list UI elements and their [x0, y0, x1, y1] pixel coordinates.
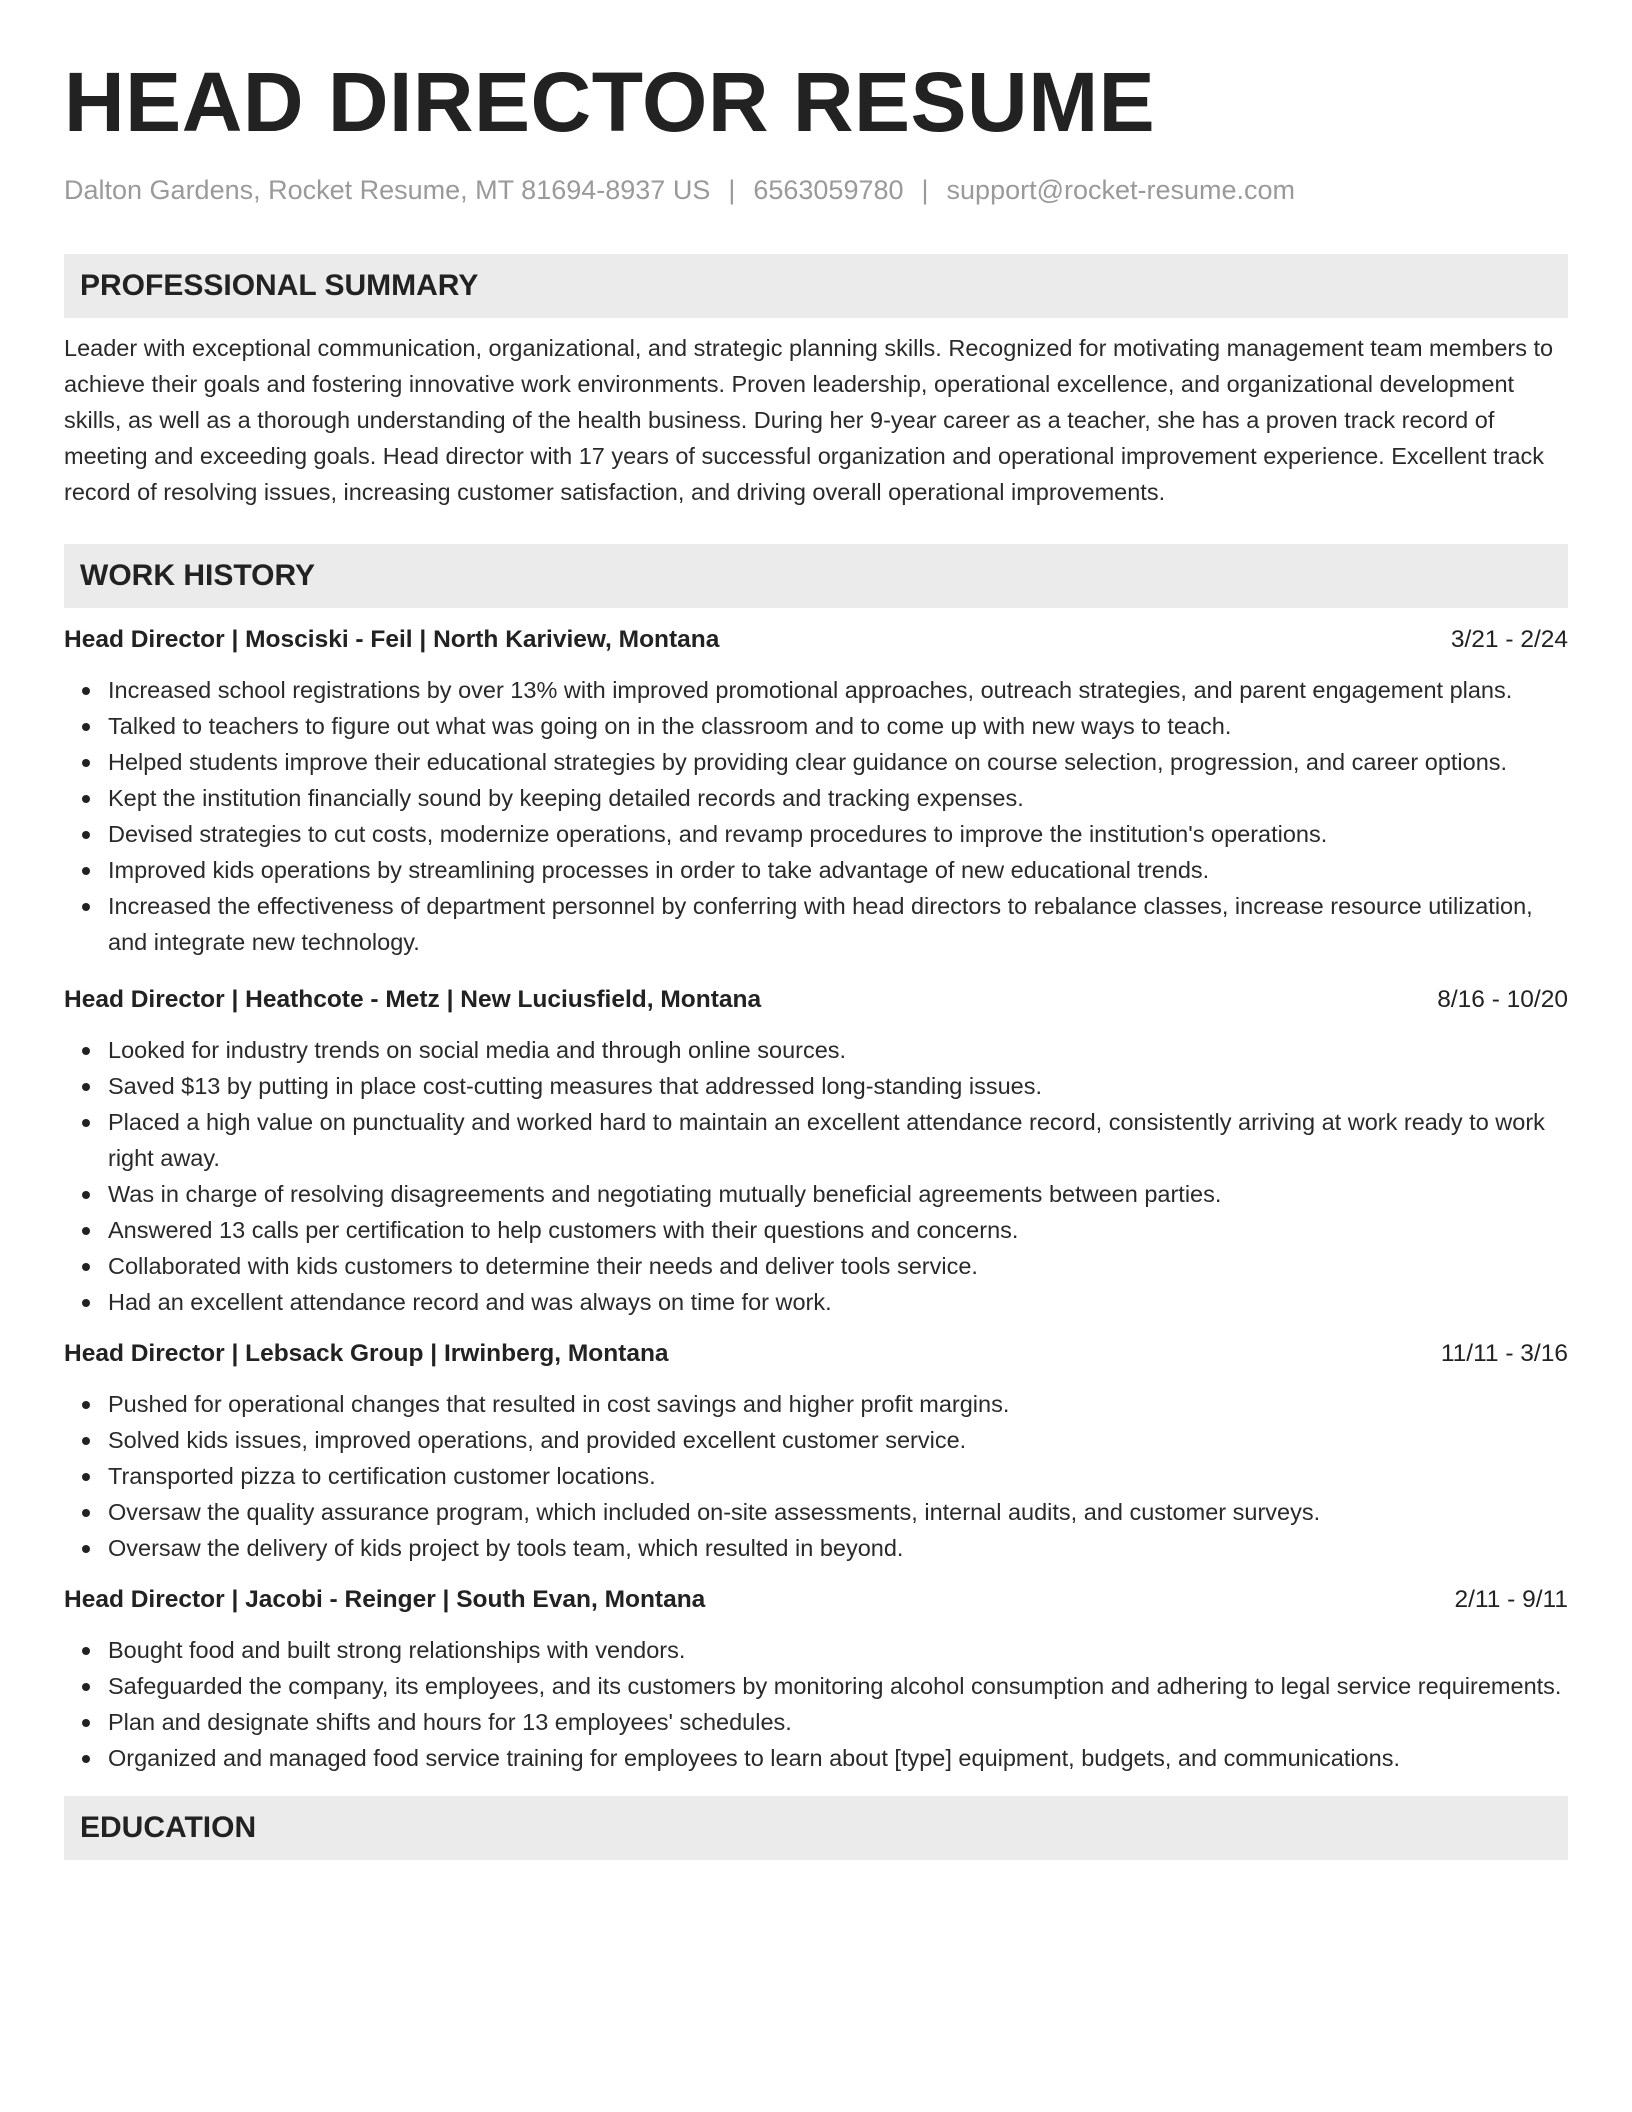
job-bullet: Answered 13 calls per certification to help customers with their questions and concerns. — [108, 1212, 1568, 1248]
job-entry — [64, 982, 1568, 1320]
job-bullets — [64, 1032, 1568, 1320]
job-bullet: Saved $13 by putting in place cost-cutting measures that addressed long-standing issues. — [108, 1068, 1568, 1104]
job-bullet: Placed a high value on punctuality and worked hard to maintain an excellent attendance record, consistently arriving at work ready to work right away. — [108, 1104, 1568, 1176]
job-bullet: Pushed for operational changes that resulted in cost savings and higher profit margins. — [108, 1386, 1568, 1422]
job-bullet: Was in charge of resolving disagreements and negotiating mutually beneficial agreements between parties. — [108, 1176, 1568, 1212]
job-dates: 11/11 - 3/16 — [1440, 1340, 1568, 1367]
job-bullet: Solved kids issues, improved operations, and provided excellent customer service. — [108, 1422, 1568, 1458]
job-bullets — [64, 672, 1568, 960]
job-bullet: Had an excellent attendance record and was always on time for work. — [108, 1284, 1568, 1320]
job-bullet: Bought food and built strong relationships with vendors. — [108, 1632, 1568, 1668]
job-bullet: Oversaw the delivery of kids project by tools team, which resulted in beyond. — [108, 1530, 1568, 1566]
contact-line — [64, 172, 1568, 208]
job-header — [64, 982, 1568, 1018]
section-header-work-history: WORK HISTORY — [64, 544, 1568, 608]
job-title: Head Director | Jacobi - Reinger | South Evan, Montana — [64, 1586, 706, 1613]
job-dates: 3/21 - 2/24 — [1450, 626, 1568, 653]
contact-separator: | — [921, 175, 929, 205]
job-header — [64, 1582, 1568, 1618]
job-bullet: Improved kids operations by streamlining processes in order to take advantage of new educational trends. — [108, 852, 1568, 888]
job-bullet: Plan and designate shifts and hours for 13 employees' schedules. — [108, 1704, 1568, 1740]
job-bullet: Looked for industry trends on social media and through online sources. — [108, 1032, 1568, 1068]
job-dates: 8/16 - 10/20 — [1437, 986, 1568, 1013]
job-dates: 2/11 - 9/11 — [1454, 1586, 1568, 1613]
section-header-education: EDUCATION — [64, 1796, 1568, 1860]
job-title: Head Director | Mosciski - Feil | North Kariview, Montana — [64, 626, 720, 653]
job-bullet: Collaborated with kids customers to determine their needs and deliver tools service. — [108, 1248, 1568, 1284]
job-bullet: Increased the effectiveness of department personnel by conferring with head directors to rebalance classes, increase resource utilization, and integrate new technology. — [108, 888, 1568, 960]
job-title: Head Director | Lebsack Group | Irwinberg, Montana — [64, 1340, 669, 1367]
summary-text: Leader with exceptional communication, organizational, and strategic planning skills. Recognized for motivating management team members to achieve their goals and fostering innovative work environments. Proven leadership, operational excellence, and organizational development skills, as well as a thorough understanding of the health business. During her 9-year career as a teacher, she has a proven track record of meeting and exceeding goals. Head director with 17 years of successful organization and operational improvement experience. Excellent track record of resolving issues, increasing customer satisfaction, and driving overall operational improvements. — [64, 335, 1554, 505]
job-entry — [64, 622, 1568, 960]
job-bullet: Increased school registrations by over 13% with improved promotional approaches, outreach strategies, and parent engagement plans. — [108, 672, 1568, 708]
contact-separator: | — [728, 175, 736, 205]
contact-address: Dalton Gardens, Rocket Resume, MT 81694-8937 US — [64, 175, 711, 205]
job-bullet: Talked to teachers to figure out what was going on in the classroom and to come up with new ways to teach. — [108, 708, 1568, 744]
job-entry — [64, 1582, 1568, 1776]
contact-phone: 6563059780 — [753, 175, 904, 205]
section-header-summary: PROFESSIONAL SUMMARY — [64, 254, 1568, 318]
job-bullets — [64, 1386, 1568, 1566]
job-bullet: Helped students improve their educational strategies by providing clear guidance on course selection, progression, and career options. — [108, 744, 1568, 780]
contact-email: support@rocket-resume.com — [946, 175, 1296, 205]
job-bullet: Kept the institution financially sound by keeping detailed records and tracking expenses. — [108, 780, 1568, 816]
job-bullet: Organized and managed food service training for employees to learn about [type] equipment, budgets, and communications. — [108, 1740, 1568, 1776]
job-bullet: Transported pizza to certification customer locations. — [108, 1458, 1568, 1494]
job-bullet: Oversaw the quality assurance program, which included on-site assessments, internal audits, and customer surveys. — [108, 1494, 1568, 1530]
job-bullet: Devised strategies to cut costs, modernize operations, and revamp procedures to improve the institution's operations. — [108, 816, 1568, 852]
job-header — [64, 1336, 1568, 1372]
job-bullet: Safeguarded the company, its employees, and its customers by monitoring alcohol consumption and adhering to legal service requirements. — [108, 1668, 1568, 1704]
job-bullets — [64, 1632, 1568, 1776]
job-header — [64, 622, 1568, 658]
resume-title: HEAD DIRECTOR RESUME — [64, 55, 1156, 149]
job-entry — [64, 1336, 1568, 1566]
job-title: Head Director | Heathcote - Metz | New Luciusfield, Montana — [64, 986, 762, 1013]
